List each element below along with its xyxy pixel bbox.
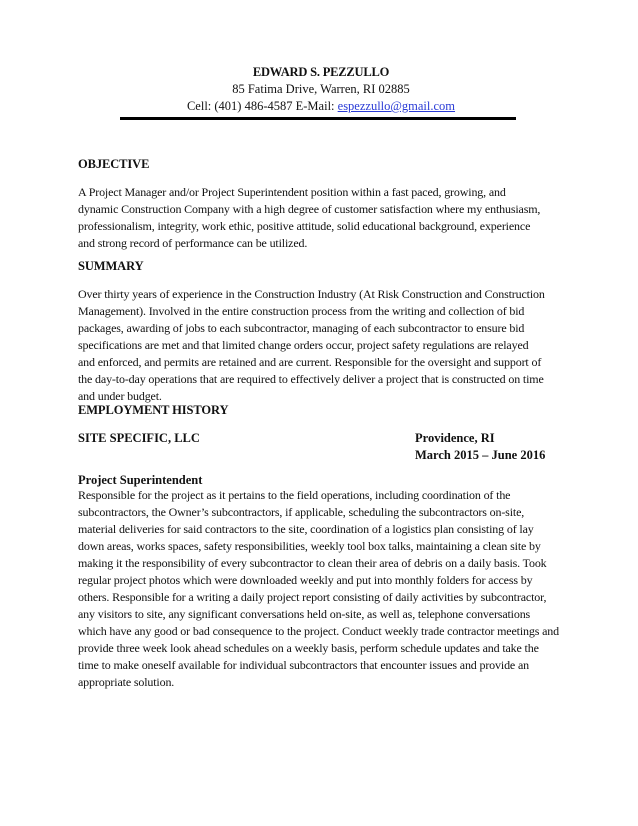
summary-text: Over thirty years of experience in the Construction Industry (At Risk Construction and Construction Management). Involved in the entire construction process from the writing and collection of bid packages, awarding of jobs to each subcontractor, managing of each subcontractor to ensure bid specifications are met and that limited change orders occur, project safety regulations are relayed and enforced, and permits are retained and are current. Responsible for the oversight and support of the day-to-day operations that are required to effectively deliver a project that is constructed on time and under budget. bbox=[78, 287, 545, 403]
job-description: Responsible for the project as it pertains to the field operations, including coordination of the subcontractors, the Owner’s subcontractors, if applicable, scheduling the subcontractors on-site, material deliveries for said contractors to the site, coordination of a logistics plan consisting of lay down areas, works spaces, safety responsibilities, weekly tool box talks, maintaining a clean site by making it the responsibility of every subcontractor to clean their area of debris on a daily basis. Took regular project photos which were downloaded weekly and put into monthly folders for access by others. Responsible for a writing a daily project report consisting of daily activities by subcontractor, any visitors to site, any significant conversations held on-site, as well as, telephone conversations which have any good or bad consequence to the project. Conduct weekly trade contractor meetings and provide three week look ahead schedules on a weekly basis, perform schedule updates and take the time to make oneself available for individual subcontractors that encounter issues and provide an appropriate solution. bbox=[78, 488, 559, 689]
summary-heading: SUMMARY bbox=[78, 259, 144, 273]
employer-name: SITE SPECIFIC, LLC bbox=[78, 431, 200, 445]
employment-dates: March 2015 – June 2016 bbox=[415, 448, 546, 462]
employment-heading: EMPLOYMENT HISTORY bbox=[78, 403, 229, 417]
email-link[interactable]: espezzullo@gmail.com bbox=[337, 99, 456, 113]
objective-text: A Project Manager and/or Project Superintendent position within a fast paced, growing, and dynamic Construction Company with a high degree of customer satisfaction where my enthusiasm, professionalism, integrity, work ethic, positive attitude, solid educational background, experience and strong record of performance can be utilized. bbox=[78, 185, 541, 250]
candidate-contact-line bbox=[0, 98, 638, 115]
candidate-address: 85 Fatima Drive, Warren, RI 02885 bbox=[232, 82, 410, 96]
resume-header bbox=[0, 64, 638, 115]
job-title: Project Superintendent bbox=[78, 473, 203, 487]
contact-phone-label: Cell: (401) 486-4587 E-Mail: bbox=[186, 99, 338, 113]
employer-location: Providence, RI bbox=[415, 431, 495, 445]
objective-heading: OBJECTIVE bbox=[78, 157, 150, 171]
candidate-name: EDWARD S. PEZZULLO bbox=[252, 65, 390, 79]
header-divider bbox=[120, 117, 516, 120]
